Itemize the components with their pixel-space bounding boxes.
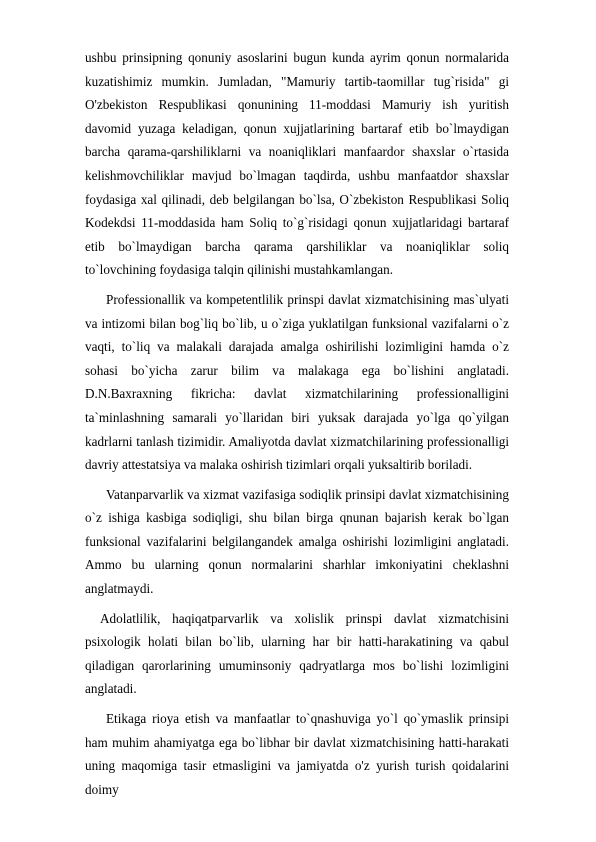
paragraph-continuation: ushbu prinsipning qonuniy asoslarini bugun kunda ayrim qonun normalarida kuzatishimiz mumkin. Jumladan, "Mamuriy tartib-taomillar tug`risida" gi O'zbekiston Respublikasi qonunining 11-moddasi Mamuriy ish yuritish davomid yuzaga keladigan, qonun xujjatlarining bartaraf etib bo`lmaydigan barcha qarama-qarshiliklarni va noaniqliklari manfaardor shaxslar o`rtasida kelishmovchiliklar mavjud bo`lmagan taqdirda, ushbu manfaatdor shaxslar foydasiga xal qilinadi, deb belgilangan bo`lsa, O`zbekiston Respublikasi Soliq Kodekdsi 11-moddasida ham Soliq to`g`risidagi qonun xujjatlaridagi bartaraf etib bo`lmaydigan barcha qarama qarshiliklar va noaniqliklar soliq to`lovchining foydasiga talqin qilinishi mustahkamlangan. [85,50,509,278]
paragraph-justice: Adolatlilik, haqiqatparvarlik va xolislik prinspi davlat xizmatchisini psixologik holati bilan bo`lib, ularning har bir hatti-harakatining va qabul qiladigan qarorlarining umuminsoniy qadryatlarga mos bo`lishi lozimligini anglatadi. [85,610,509,697]
document-body [85,46,509,807]
paragraph-professionalism: Professionallik va kompetentlilik prinspi davlat xizmatchisining mas`ulyati va intizomi bilan bog`liq bo`lib, u o`ziga yuklatilgan funksional vazifalarni o`z vaqti, to`liq va malakali darajada amalga oshirilishi lozimligini hamda o`z sohasi bo`yicha zarur bilim va malakaga ega bo`lishini anglatadi. D.N.Baxraxning fikricha: davlat xizmatchilarining professionalligini ta`minlashning samarali yo`llaridan biri yuksak darajada yo`lga qo`yilgan kadrlarni tanlash tizimidir. Amaliyotda davlat xizmatchilarining professionalligi davriy attestatsiya va malaka oshirish tizimlari orqali yuksaltirib boriladi. [85,291,509,473]
paragraph-patriotism: Vatanparvarlik va xizmat vazifasiga sodiqlik prinsipi davlat xizmatchisining o`z ishiga kasbiga sodiqligi, shu bilan birga qnunan bajarish kerak bo`lgan funksional vazifalarini belgilangandek amalga oshirishi lozimligini anglatadi. Ammo bu ularning qonun normalarini sharhlar imkoniyatini cheklashni anglatmaydi. [85,486,509,597]
paragraph-ethics: Etikaga rioya etish va manfaatlar to`qnashuviga yo`l qo`ymaslik prinsipi ham muhim ahamiyatga ega bo`libhar bir davlat xizmatchisining hatti-harakati uning maqomiga tasir etmasligini va jamiyatda o'z yurish turish qoidalarini doimy [85,711,509,797]
